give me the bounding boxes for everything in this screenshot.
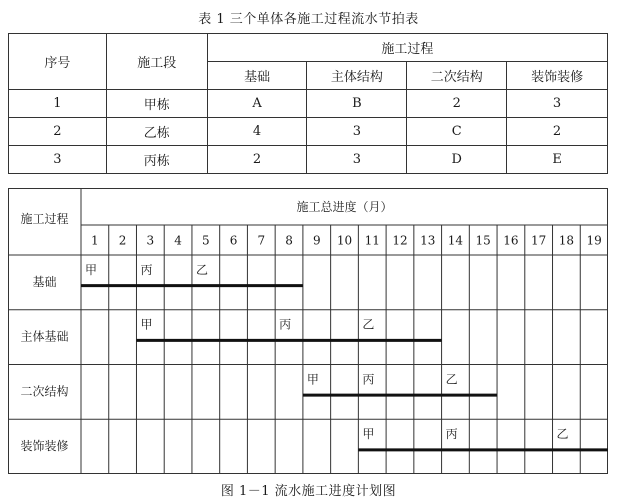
gantt-caption: 图 1－1 流水施工进度计划图 xyxy=(220,484,397,499)
value-cell: 3 xyxy=(307,146,407,174)
table-row xyxy=(9,90,608,118)
task-label: 丙 xyxy=(279,317,292,332)
col-section-header: 施工段 xyxy=(106,34,207,90)
rhythm-table xyxy=(8,33,608,174)
month-tick-label: 18 xyxy=(558,233,575,248)
value-cell: B xyxy=(307,90,407,118)
table-row xyxy=(9,146,608,174)
process-row-label: 装饰装修 xyxy=(20,439,69,454)
process-header: 装饰装修 xyxy=(507,62,608,90)
month-tick-label: 3 xyxy=(146,233,155,248)
value-cell: A xyxy=(207,90,307,118)
value-cell: E xyxy=(507,146,608,174)
process-header: 主体结构 xyxy=(307,62,407,90)
process-row-label: 基础 xyxy=(32,274,57,289)
task-label: 乙 xyxy=(556,427,569,442)
month-tick-label: 7 xyxy=(257,233,266,248)
value-cell: C xyxy=(407,118,507,146)
month-tick-label: 6 xyxy=(229,233,238,248)
process-row-label: 主体基础 xyxy=(20,329,69,344)
task-label: 乙 xyxy=(445,372,458,387)
section-cell: 乙栋 xyxy=(106,118,207,146)
process-group-header: 施工过程 xyxy=(207,34,607,62)
month-tick-label: 1 xyxy=(91,233,99,248)
month-tick-label: 5 xyxy=(201,233,210,248)
month-tick-label: 12 xyxy=(392,233,408,248)
task-label: 甲 xyxy=(306,372,319,387)
month-tick-label: 8 xyxy=(285,233,293,248)
col-seq-header: 序号 xyxy=(9,34,107,90)
value-cell: D xyxy=(407,146,507,174)
task-label: 乙 xyxy=(195,262,208,277)
month-tick-label: 14 xyxy=(447,233,464,248)
section-cell: 甲栋 xyxy=(106,90,207,118)
task-label: 丙 xyxy=(140,262,153,277)
gantt-chart xyxy=(8,188,608,478)
month-tick-label: 11 xyxy=(364,233,380,248)
task-label: 乙 xyxy=(362,317,375,332)
value-cell: 2 xyxy=(507,118,608,146)
value-cell: 3 xyxy=(307,118,407,146)
process-header: 基础 xyxy=(207,62,307,90)
value-cell: 2 xyxy=(207,146,307,174)
month-tick-label: 17 xyxy=(531,233,547,248)
value-cell: 2 xyxy=(407,90,507,118)
section-cell: 丙栋 xyxy=(106,146,207,174)
month-tick-label: 4 xyxy=(174,233,182,248)
month-tick-label: 19 xyxy=(586,233,602,248)
gantt-border xyxy=(9,189,608,474)
seq-cell: 3 xyxy=(9,146,107,174)
month-tick-label: 15 xyxy=(475,233,491,248)
task-label: 甲 xyxy=(362,427,375,442)
month-tick-label: 13 xyxy=(420,233,436,248)
progress-header-label: 施工总进度（月） xyxy=(296,200,393,214)
process-header: 二次结构 xyxy=(407,62,507,90)
month-tick-label: 16 xyxy=(503,233,519,248)
month-tick-label: 9 xyxy=(312,233,321,248)
table-row xyxy=(9,118,608,146)
month-tick-label: 2 xyxy=(118,233,127,248)
table1-caption: 表 1 三个单体各施工过程流水节拍表 xyxy=(198,12,419,27)
row-header-label: 施工过程 xyxy=(20,212,69,226)
value-cell: 3 xyxy=(507,90,608,118)
process-row-label: 二次结构 xyxy=(20,384,69,399)
seq-cell: 2 xyxy=(9,118,107,146)
value-cell: 4 xyxy=(207,118,307,146)
month-tick-label: 10 xyxy=(336,233,353,248)
task-label: 甲 xyxy=(140,317,153,332)
task-label: 丙 xyxy=(362,372,375,387)
seq-cell: 1 xyxy=(9,90,107,118)
task-label: 丙 xyxy=(445,427,458,442)
task-label: 甲 xyxy=(85,262,98,277)
